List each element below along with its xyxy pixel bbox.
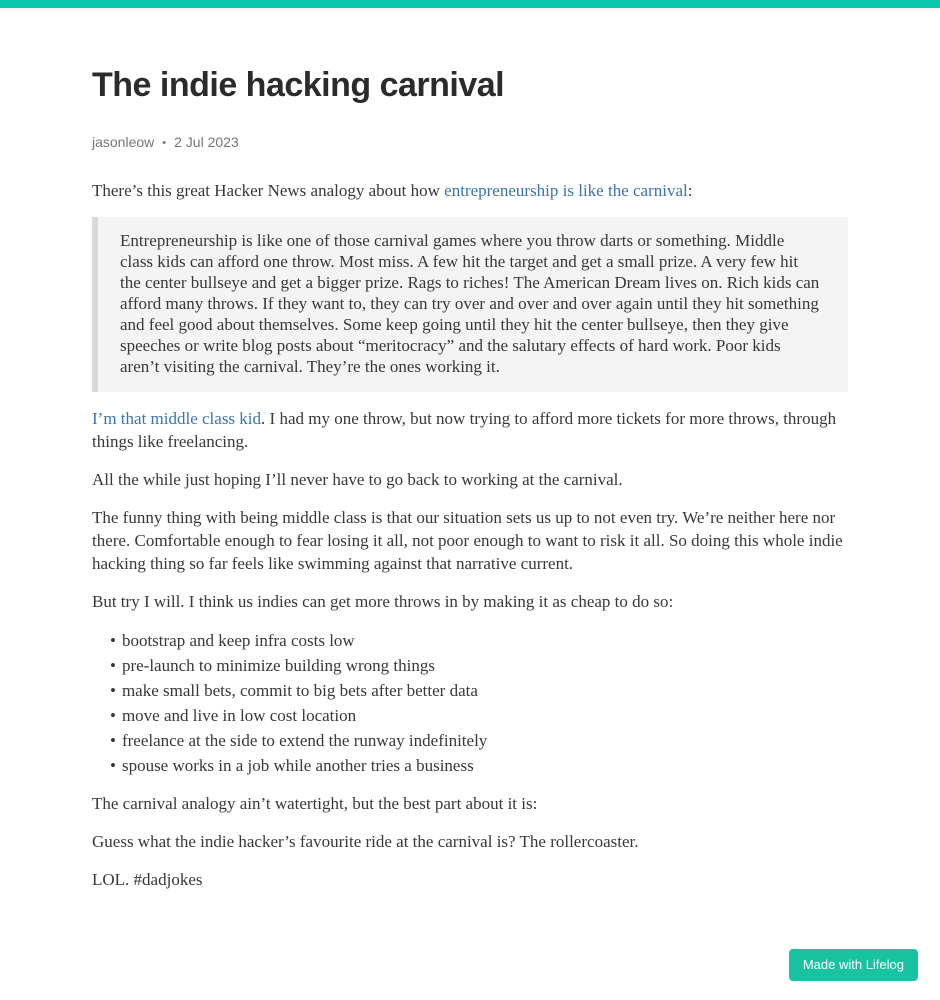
carnival-analogy-link[interactable]: entrepreneurship is like the carnival (444, 181, 688, 200)
blockquote-text: Entrepreneurship is like one of those carnival games where you throw darts or something. Middle class kids can afford one throw. Most miss. A few hit the target and get a small prize. A very few hit the center bullseye and get a bigger prize. Rags to riches! The American Dream lives on. Rich kids can afford many throws. If they want to, they can try over and over and over again until they hit something and feel good about themselves. Some keep going until they hit the center bullseye, then they give speeches or write blog posts about “meritocracy” and the salutary effects of hard work. Poor kids aren’t visiting the carnival. They’re the ones working it. (120, 231, 820, 376)
blog-post-article (0, 64, 940, 891)
list-item: • spouse works in a job while another tries a business (110, 753, 848, 778)
intro-paragraph (92, 179, 848, 202)
list-item: • move and live in low cost location (110, 703, 848, 728)
hoping-paragraph: All the while just hoping I’ll never have to go back to working at the carnival. (92, 470, 623, 489)
made-with-lifelog-button[interactable]: Made with Lifelog (789, 949, 918, 981)
analogy-paragraph: The carnival analogy ain’t watertight, but the best part about it is: (92, 794, 538, 813)
middle-class-kid-link[interactable]: I’m that middle class kid (92, 409, 262, 428)
list-item: • make small bets, commit to big bets after better data (110, 678, 848, 703)
rollercoaster-paragraph: Guess what the indie hacker’s favourite ride at the carnival is? The rollercoaster. (92, 832, 639, 851)
but-try-paragraph: But try I will. I think us indies can get more throws in by making it as cheap to do so: (92, 592, 674, 611)
list-item: • pre-launch to minimize building wrong things (110, 653, 848, 678)
carnival-blockquote (92, 217, 848, 392)
byline (92, 132, 848, 153)
page-title: The indie hacking carnival (92, 66, 505, 104)
top-accent-bar (0, 0, 940, 8)
publish-date: 2 Jul 2023 (174, 134, 239, 150)
middle-class-text: . I had my one throw, but now trying to afford more tickets for more throws, through things like freelancing. (92, 409, 837, 451)
funny-thing-paragraph: The funny thing with being middle class is that our situation sets us up to not even try. We’re neither here nor there. Comfortable enough to fear losing it all, not poor enough to want to risk it all. So doing this whole indie hacking thing so far feels like swimming against that narrative current. (92, 508, 843, 573)
author-name: jasonleow (92, 134, 155, 150)
list-item: • bootstrap and keep infra costs low (110, 628, 848, 653)
dadjokes-paragraph: LOL. #dadjokes (92, 870, 203, 889)
list-item: • freelance at the side to extend the runway indefinitely (110, 728, 848, 753)
strategies-list (92, 628, 848, 778)
intro-text-after: : (687, 181, 693, 200)
middle-class-paragraph (92, 407, 848, 453)
intro-text-before: There’s this great Hacker News analogy about how (92, 181, 445, 200)
byline-separator-icon: • (162, 137, 167, 149)
